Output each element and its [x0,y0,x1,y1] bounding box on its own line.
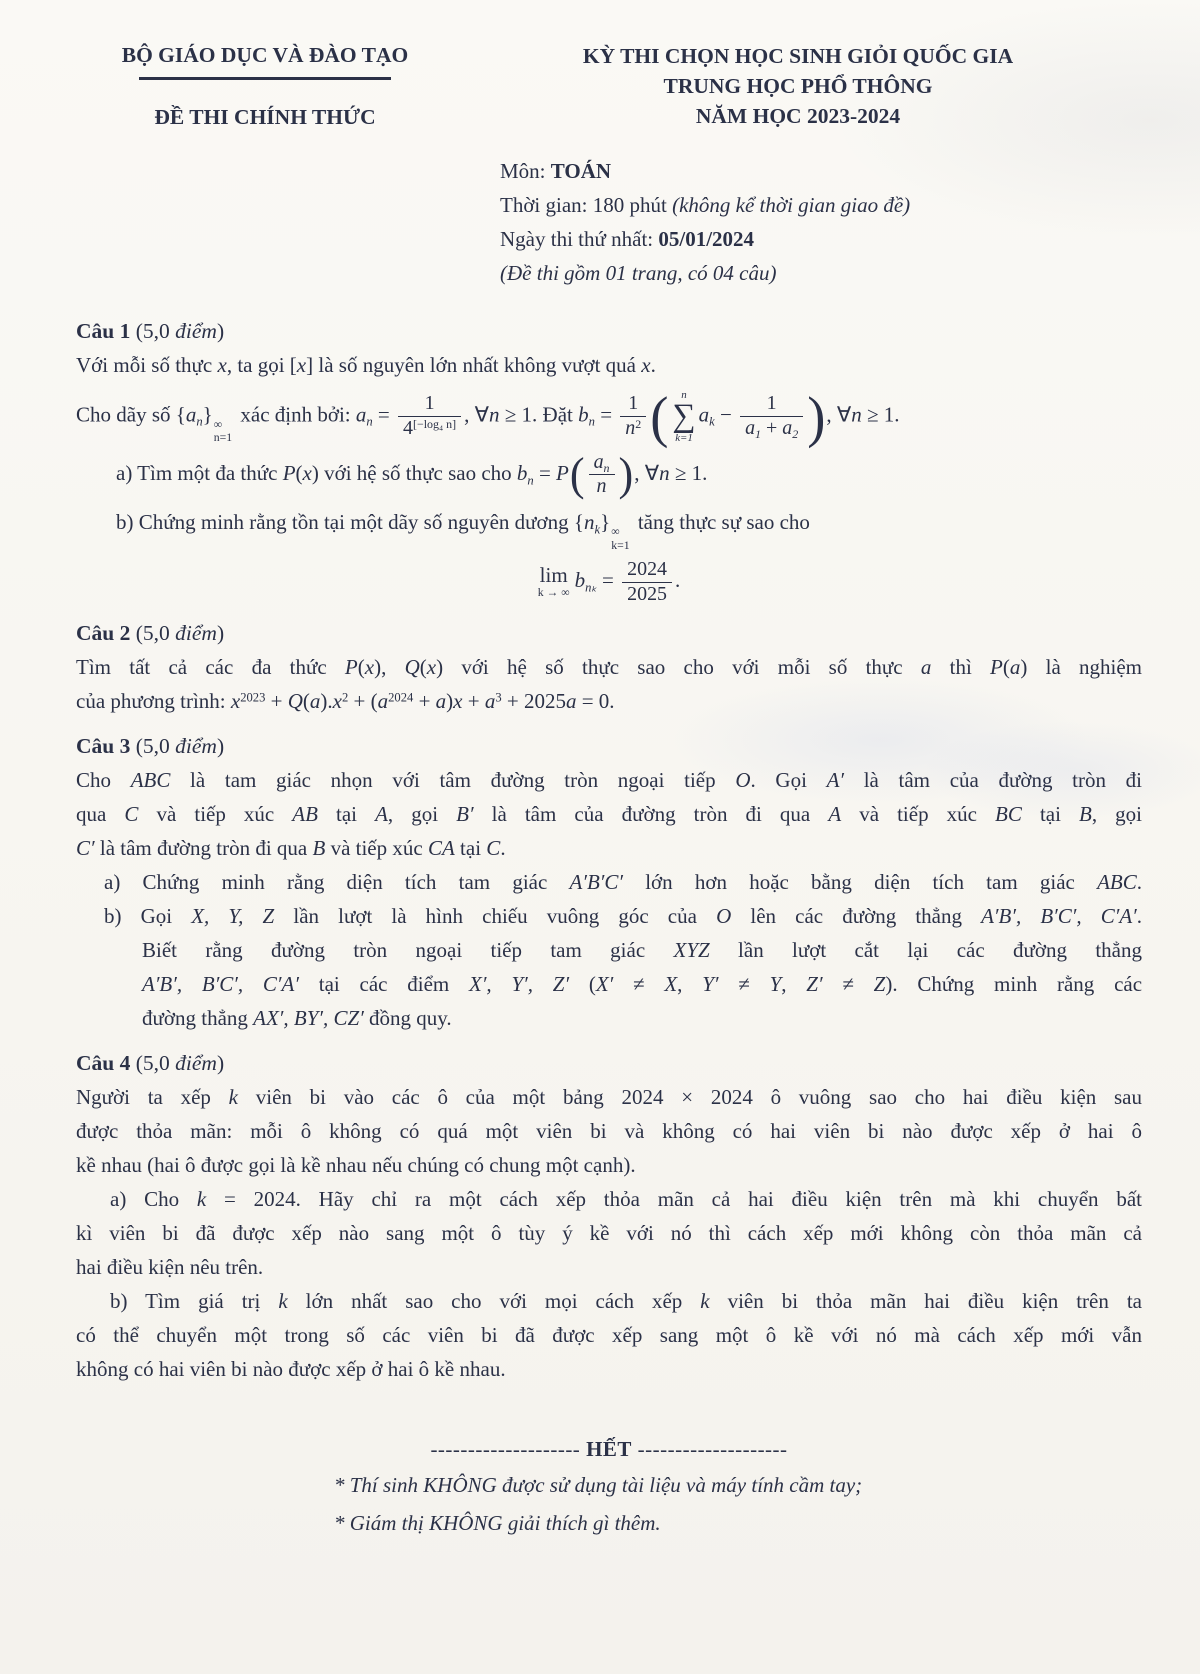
text-run: ∞ [213,417,223,431]
text-run: , gọi [1091,802,1142,827]
text-run: thì [931,655,991,680]
text-run: a [484,689,496,714]
text-run: a [435,689,447,714]
text-run: Q [287,689,303,714]
text-run: tại [317,802,376,827]
exam-title-line3: NĂM HỌC 2023-2024 [695,104,901,128]
text-run: X′ [595,972,614,997]
text-run: được thỏa mãn: mỗi ô không có quá một viên bi và không có hai viên bi nào được xếp ở hai ô [76,1119,1142,1144]
text-run: k [196,1187,207,1212]
text-run: Cho [76,768,131,793]
text-run: ∑ [672,398,696,434]
fraction-denominator [620,417,646,440]
text-run: HẾT [586,1437,632,1462]
text-run: b [578,402,589,427]
text-run: , ∀ [464,402,490,427]
text-run: ≥ 1. [669,460,708,485]
text-run: , [781,972,807,997]
question-4-part-b-line1 [76,1284,1142,1318]
text-run: C [124,802,139,827]
text-run: (5,0 [130,1051,176,1076]
question-3-line2 [76,797,1142,831]
header-right-block [454,40,1142,131]
question-4-part-b-line3 [76,1352,1142,1386]
text-run: hai điều kiện nêu trên. [76,1255,264,1280]
text-run: a [1009,655,1021,680]
text-run: 2 [792,427,799,442]
fraction-denominator [589,475,615,498]
text-run: điểm [175,734,217,759]
text-run: 2024 [388,691,414,706]
text-run: ≥ 1. [861,402,900,427]
text-run: 3 [495,691,502,706]
text-run: Z [873,972,886,997]
text-run: n [851,402,862,427]
text-run: ) [216,1051,225,1076]
text-run: P [556,460,569,485]
text-run: ), [374,655,405,680]
question-3-part-b-line3 [76,967,1142,1001]
fraction [622,559,672,605]
question-4-part-a-line3 [76,1250,1142,1284]
question-4-part-b-line2 [76,1318,1142,1352]
text-run: ) [216,734,225,759]
sub-sup-stack [611,525,629,552]
fraction [740,392,803,442]
text-run: Với mỗi số thực [76,353,218,377]
text-run: A′B′C′ [569,870,623,895]
text-run: x [296,353,307,377]
text-run: A′ [826,768,845,793]
text-run: ≠ [613,972,665,997]
text-run: XYZ [673,938,710,963]
question-3-part-b-line1 [76,899,1142,933]
text-run: Y′ [702,972,719,997]
text-run: ) là nghiệm [1020,655,1143,680]
text-run: X, Y, Z [191,904,275,929]
text-run: kì viên bi đã được xếp nào sang một ô tùy ý kề với nó thì cách xếp mới không còn thỏa mãn cả [76,1221,1142,1246]
text-run: điểm [175,1051,217,1076]
text-run: -------------------- [631,1437,788,1462]
question-3-part-a [76,865,1142,899]
text-run: A′B′, B′C′, C′A′ [142,972,299,997]
text-run: lần lượt là hình chiếu vuông góc của [274,904,717,929]
text-run: không có hai viên bi nào được xếp ở hai ô kề nhau. [76,1357,506,1382]
question-3-part-b-line2 [76,933,1142,967]
text-run: n [596,475,607,498]
fraction [398,393,461,439]
text-run: 4 [403,416,413,439]
text-run: n [527,473,534,488]
fraction-numerator [398,393,461,417]
text-run: , [677,972,703,997]
question-4-line1 [76,1080,1142,1114]
time-line [500,190,1142,224]
big-parenthesis: ) [618,448,634,501]
question-4-heading [76,1046,1142,1080]
text-run: là tâm của đường tròn đi qua [473,802,829,827]
text-run: tại [1021,802,1079,827]
text-run: ≥ 1. Đặt [499,402,579,427]
text-run: n [588,414,595,429]
question-4-part-a-line1 [76,1182,1142,1216]
text-run: } [600,509,611,534]
text-run: ( [1002,655,1010,680]
text-run: P [344,655,358,680]
question-1-sequence-formula [76,384,1142,449]
text-run: k=1 [611,538,630,552]
text-run: Câu 4 [76,1051,131,1076]
text-run: b [516,460,528,485]
text-run: x [426,655,437,680]
text-run: + [462,689,485,714]
text-run: = [372,402,396,427]
text-run: x [302,460,312,485]
text-run: . [1136,904,1142,929]
text-run: A′B′, B′C′, C′A′ [981,904,1137,929]
text-run: và tiếp xúc [138,802,293,827]
fraction-denominator [622,583,672,606]
text-run: Y [769,972,782,997]
question-2-equation [76,684,1142,718]
text-run: 1 [628,392,639,415]
question-1-part-b [76,505,1142,552]
text-run: ABC [130,768,171,793]
text-run: (không kể thời gian giao đề) [672,193,911,217]
text-run: X [664,972,678,997]
text-run: B [312,836,326,861]
text-run: P [282,460,296,485]
text-run: lớn hơn hoặc bằng diện tích tam giác [623,870,1098,895]
text-run: a [377,689,389,714]
text-run: 2 [341,691,349,706]
text-run: + [413,689,436,714]
text-run: C [486,836,501,861]
text-run: Câu 3 [76,734,131,759]
text-run: TOÁN [550,159,612,183]
text-run: (5,0 [130,734,176,759]
text-run: O [716,904,732,929]
question-1-intro [76,348,1142,382]
text-run: a) Tìm một đa thức [116,460,283,485]
question-2-heading [76,616,1142,650]
fraction-denominator [398,417,461,440]
text-run: n [489,402,500,427]
date-line [500,224,1142,258]
fraction-numerator [589,452,615,476]
text-run: đồng quy. [363,1006,452,1031]
text-run: x [364,655,375,680]
text-run: a [745,416,756,439]
exam-title-line2: TRUNG HỌC PHỔ THÔNG [663,74,933,98]
text-run: và tiếp xúc [325,836,428,861]
text-run: , ta gọi [ [226,353,297,377]
text-run: nₖ [585,580,597,595]
text-run: lớn nhất sao cho với mọi cách xếp [287,1289,701,1314]
text-run: và tiếp xúc [841,802,996,827]
text-run: a [185,402,197,427]
text-run: điểm [175,319,217,343]
text-run: tăng thực sự sao cho [632,509,810,534]
text-run: + [265,689,288,714]
text-run: ( [295,460,303,485]
text-run: ≠ [718,972,770,997]
text-run: k [709,414,715,429]
text-run: Cho dãy số { [76,402,186,427]
question-1-heading [76,314,1142,348]
text-run: điểm [175,621,217,646]
question-1-limit-formula [76,559,1142,605]
text-run: AB [292,802,318,827]
fraction-denominator [740,417,803,440]
fraction-numerator [620,393,646,417]
text-run: ) [216,319,225,343]
text-run: = [594,402,618,427]
text-run: Môn: [500,159,551,183]
text-run: ≠ [822,972,874,997]
fraction-numerator [740,393,803,417]
question-1 [76,314,1142,605]
text-run: (5,0 [130,319,176,343]
text-run: ). [320,689,333,714]
text-run: a) Cho [110,1187,197,1212]
header-left-block [76,40,454,132]
text-run: B′ [456,802,474,827]
text-run: là tam giác nhọn với tâm đường tròn ngoại tiếp [170,768,736,793]
text-run: -------------------- [430,1437,587,1462]
text-run: đường thẳng [142,1006,254,1031]
header-divider [139,77,391,80]
question-3-line1 [76,763,1142,797]
text-run: ] là số nguyên lớn nhất không vượt quá [306,353,642,377]
question-1-part-a [76,448,1142,501]
text-run: kề nhau (hai ô được gọi là kề nhau nếu chúng có chung một cạnh). [76,1153,636,1178]
text-run: 2023 [240,691,266,706]
text-run: = [596,568,620,593]
text-run: n [196,414,203,429]
text-run: + 2025 [501,689,566,714]
text-run: . [1136,870,1143,895]
text-run: n [603,460,610,475]
text-run: 1 [424,392,435,415]
text-run: (Đề thi gồm 01 trang, có 04 câu) [500,261,777,285]
text-run: * Thí sinh KHÔNG được sử dụng tài liệu và máy tính cầm tay; [334,1473,863,1498]
text-run: k=1 [675,431,693,444]
text-run: ) [216,621,225,646]
text-run: 05/01/2024 [658,227,755,251]
text-run: ∞ [611,525,620,539]
text-run: ) với hệ số thực sao cho [311,460,517,485]
text-run: x [332,689,342,714]
footer-note-1 [334,1466,1142,1504]
text-run: b [574,568,586,593]
big-parenthesis: ) [807,384,826,449]
text-run: 2 [635,416,642,431]
text-run: . [675,568,681,593]
text-run: k [228,1085,238,1110]
text-run: [−log₄ n] [412,416,457,431]
text-run: n [366,414,373,429]
summation [672,389,695,444]
text-run: lên các đường thẳng [731,904,982,929]
text-run: AX′, BY′, CZ′ [253,1006,364,1031]
text-run: , ∀ [634,460,660,485]
footer-note-2 [334,1504,1142,1542]
text-run: a [782,416,793,439]
text-run: + ( [348,689,378,714]
text-run: 2025 [627,582,668,605]
text-run: a [309,689,321,714]
text-run: Thời gian: 180 phút [500,193,673,217]
text-run: ( [302,689,310,714]
page-footer [76,1432,1142,1542]
text-run: viên bi vào các ô của một bảng 2024 × 2024 ô vuông sao cho hai điều kiện sau [238,1085,1142,1110]
text-run: ) với hệ số thực sao cho với mỗi số thực [436,655,921,680]
text-run: lần lượt cắt lại các đường thẳng [709,938,1142,963]
text-run: n [625,416,636,439]
big-parenthesis: ( [650,384,669,449]
text-run: = 0. [576,689,615,714]
text-run: } [202,402,213,427]
text-run: 2024 [627,558,668,581]
text-run: O [735,768,751,793]
page-count-note [500,258,1142,292]
fraction-numerator [622,559,672,583]
text-run: n [584,509,595,534]
question-2-line1 [76,650,1142,684]
text-run: x [230,689,241,714]
sub-sup-stack [214,418,232,445]
text-run: ( [419,655,427,680]
text-run: n [659,460,670,485]
text-run: lim [539,563,568,588]
text-run: là tâm đường tròn đi qua [94,836,313,861]
text-run: a) Chứng minh rằng diện tích tam giác [104,870,570,895]
text-run: k [278,1289,288,1314]
exam-title-line1: KỲ THI CHỌN HỌC SINH GIỎI QUỐC GIA [582,44,1014,68]
text-run: + [761,416,783,439]
text-run: x [641,353,651,377]
text-run: * Giám thị KHÔNG giải thích gì thêm. [334,1511,661,1536]
text-run: của phương trình: [76,689,231,714]
text-run: A [828,802,842,827]
text-run: Q [404,655,420,680]
end-marker [76,1432,1142,1466]
text-run: C′ [76,836,95,861]
text-run: a [565,689,577,714]
text-run: X′, Y′, Z′ [469,972,570,997]
text-run: n=1 [213,431,233,445]
official-exam-label: ĐỀ THI CHÍNH THỨC [154,105,376,129]
text-run: b) Gọi [104,904,192,929]
text-run: k [700,1289,710,1314]
question-3-heading [76,729,1142,763]
text-run: viên bi thỏa mãn hai điều kiện trên ta [709,1289,1142,1314]
text-run: CA [427,836,455,861]
text-run: . [500,836,506,861]
text-run: k → ∞ [537,586,570,600]
text-run: . [650,353,656,377]
question-3-part-b-line4 [76,1001,1142,1035]
text-run: BC [995,802,1022,827]
text-run: , ∀ [826,402,852,427]
text-run: a [920,655,932,680]
fraction [589,452,615,498]
text-run: B [1079,802,1092,827]
question-4-part-a-line2 [76,1216,1142,1250]
text-run: A [375,802,388,827]
text-run: ). Chứng minh rằng các [885,972,1143,997]
limit [538,565,570,600]
text-run: ( [357,655,365,680]
text-run: x [453,689,463,714]
subject-line [500,156,1142,190]
text-run: là tâm của đường tròn đi [844,768,1143,793]
text-run: tại các điểm [298,972,470,997]
text-run: − [714,402,738,427]
big-parenthesis: ( [569,448,585,501]
text-run: = 2024. Hãy chỉ ra một cách xếp thỏa mãn cả hai điều kiện trên mà khi chuyển bất [206,1187,1143,1212]
text-run: 1 [766,392,777,415]
question-3 [76,729,1142,1035]
question-4-line2 [76,1114,1142,1148]
text-run: có thể chuyển một trong số các viên bi đã được xếp sang một ô kề với nó mà cách xếp mới vẫn [76,1323,1142,1348]
text-run: P [990,655,1003,680]
text-run: b) Tìm giá trị [110,1289,279,1314]
text-run: Câu 2 [76,621,131,646]
text-run: a [593,450,604,473]
text-run: xác định bởi: [235,402,356,427]
ministry-name: BỘ GIÁO DỤC VÀ ĐÀO TẠO [121,43,409,67]
question-4 [76,1046,1142,1386]
page-header [76,40,1142,132]
text-run: Người ta xếp [76,1085,229,1110]
text-run: qua [76,802,125,827]
text-run: a [698,402,710,427]
text-run: . Gọi [750,768,827,793]
text-run: k [594,522,601,537]
text-run: 1 [755,427,762,442]
text-run: Câu 1 [76,319,131,343]
text-run: , gọi [387,802,457,827]
text-run: b) Chứng minh rằng tồn tại một dãy số nguyên dương { [116,509,584,534]
text-run: (5,0 [130,621,176,646]
text-run: Z′ [806,972,823,997]
question-2 [76,616,1142,718]
text-run: = [533,460,557,485]
text-run: Tìm tất cả các đa thức [76,655,345,680]
text-run: n [681,389,687,401]
text-run: tại [454,836,487,861]
text-run: ) [446,689,454,714]
text-run: ( [569,972,596,997]
text-run: Biết rằng đường tròn ngoại tiếp tam giác [142,938,674,963]
question-4-line3 [76,1148,1142,1182]
text-run: a [355,402,367,427]
text-run: Ngày thi thứ nhất: [500,227,659,251]
exam-info-block [500,156,1142,292]
fraction [620,393,646,439]
text-run: x [217,353,227,377]
text-run: ABC [1097,870,1137,895]
question-3-line3 [76,831,1142,865]
